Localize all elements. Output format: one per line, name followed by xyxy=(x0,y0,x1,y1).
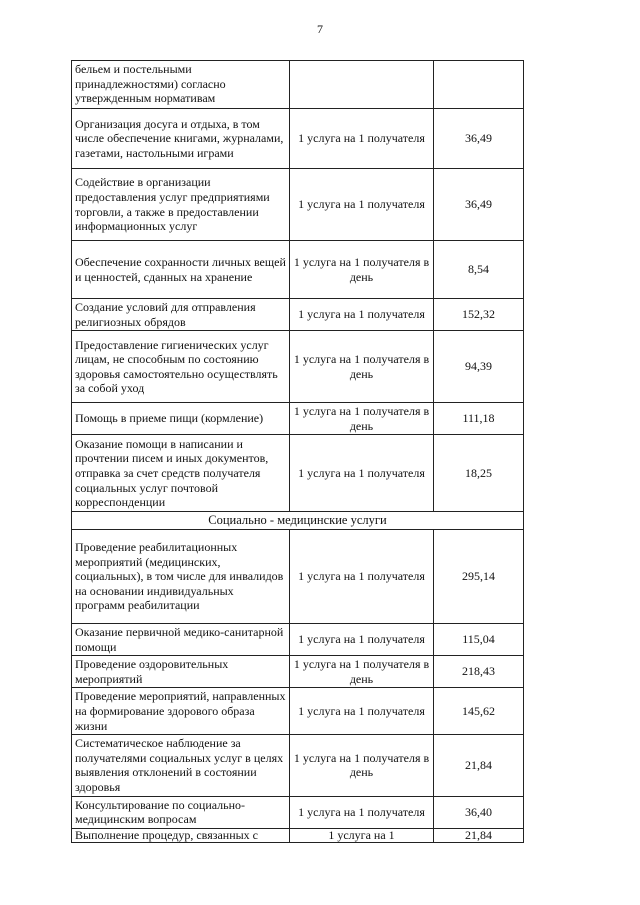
service-unit-cell: 1 услуга на 1 получателя в день xyxy=(290,735,434,796)
section-title: Социально - медицинские услуги xyxy=(72,512,524,530)
service-name-cell: Создание условий для отправления религиозных обрядов xyxy=(72,299,290,331)
table-row xyxy=(72,109,524,169)
service-price-cell: 21,84 xyxy=(434,735,524,796)
service-name-cell: Обеспечение сохранности личных вещей и ценностей, сданных на хранение xyxy=(72,241,290,299)
service-unit-cell: 1 услуга на 1 получателя в день xyxy=(290,403,434,435)
service-name-cell: Содействие в организации предоставления услуг предприятиями торговли, а также в предоставлении информационных услуг xyxy=(72,169,290,241)
service-name-cell: Организация досуга и отдыха, в том числе обеспечение книгами, журналами, газетами, настольными играми xyxy=(72,109,290,169)
table-row xyxy=(72,623,524,655)
table-row xyxy=(72,828,524,842)
service-price-cell: 36,49 xyxy=(434,109,524,169)
table-row xyxy=(72,169,524,241)
service-unit-cell: 1 услуга на 1 получателя в день xyxy=(290,656,434,688)
table-row xyxy=(72,529,524,623)
service-price-cell: 295,14 xyxy=(434,529,524,623)
service-price-cell: 115,04 xyxy=(434,623,524,655)
table-row xyxy=(72,331,524,403)
service-price-cell: 18,25 xyxy=(434,435,524,512)
service-name-cell: Выполнение процедур, связанных с xyxy=(72,828,290,842)
service-name-cell: Проведение реабилитационных мероприятий (медицинских, социальных), в том числе для инвалидов на основании индивидуальных программ реабилитации xyxy=(72,529,290,623)
rows-a xyxy=(72,61,524,512)
service-name-cell: Систематическое наблюдение за получателями социальных услуг в целях выявления отклонений в состоянии здоровья xyxy=(72,735,290,796)
service-unit-cell xyxy=(290,61,434,109)
table-row xyxy=(72,796,524,828)
service-name-cell: Предоставление гигиенических услуг лицам, не способным по состоянию здоровья самостоятельно осуществлять за собой уход xyxy=(72,331,290,403)
service-name-cell: Проведение мероприятий, направленных на формирование здорового образа жизни xyxy=(72,688,290,735)
service-unit-cell: 1 услуга на 1 получателя xyxy=(290,688,434,735)
table-row xyxy=(72,299,524,331)
service-name-cell: бельем и постельными принадлежностями) согласно утвержденным нормативам xyxy=(72,61,290,109)
service-price-cell: 111,18 xyxy=(434,403,524,435)
service-unit-cell: 1 услуга на 1 получателя xyxy=(290,109,434,169)
table-row xyxy=(72,688,524,735)
table-row xyxy=(72,656,524,688)
service-price-cell: 145,62 xyxy=(434,688,524,735)
service-unit-cell: 1 услуга на 1 получателя xyxy=(290,169,434,241)
service-name-cell: Оказание помощи в написании и прочтении писем и иных документов, отправка за счет средств получателя социальных услуг почтовой корреспонденции xyxy=(72,435,290,512)
service-price-cell: 36,49 xyxy=(434,169,524,241)
service-price-cell: 152,32 xyxy=(434,299,524,331)
service-price-cell: 21,84 xyxy=(434,828,524,842)
table-row xyxy=(72,403,524,435)
service-price-cell: 8,54 xyxy=(434,241,524,299)
table-row xyxy=(72,435,524,512)
table-row xyxy=(72,735,524,796)
table-row xyxy=(72,241,524,299)
service-name-cell: Помощь в приеме пищи (кормление) xyxy=(72,403,290,435)
section-header-row xyxy=(72,512,524,530)
service-unit-cell: 1 услуга на 1 получателя xyxy=(290,435,434,512)
rows-b xyxy=(72,529,524,842)
service-unit-cell: 1 услуга на 1 получателя xyxy=(290,299,434,331)
service-unit-cell: 1 услуга на 1 получателя в день xyxy=(290,331,434,403)
service-price-cell: 218,43 xyxy=(434,656,524,688)
service-unit-cell: 1 услуга на 1 получателя xyxy=(290,623,434,655)
service-name-cell: Оказание первичной медико-санитарной помощи xyxy=(72,623,290,655)
service-price-cell: 36,40 xyxy=(434,796,524,828)
service-price-cell: 94,39 xyxy=(434,331,524,403)
page-number: 7 xyxy=(317,22,323,36)
service-unit-cell: 1 услуга на 1 получателя xyxy=(290,796,434,828)
service-price-cell xyxy=(434,61,524,109)
service-unit-cell: 1 услуга на 1 получателя xyxy=(290,529,434,623)
service-name-cell: Консультирование по социально-медицинским вопросам xyxy=(72,796,290,828)
table-row xyxy=(72,61,524,109)
service-unit-cell: 1 услуга на 1 получателя в день xyxy=(290,241,434,299)
services-price-table xyxy=(71,60,524,843)
service-unit-cell: 1 услуга на 1 xyxy=(290,828,434,842)
service-name-cell: Проведение оздоровительных мероприятий xyxy=(72,656,290,688)
section-block xyxy=(72,512,524,530)
